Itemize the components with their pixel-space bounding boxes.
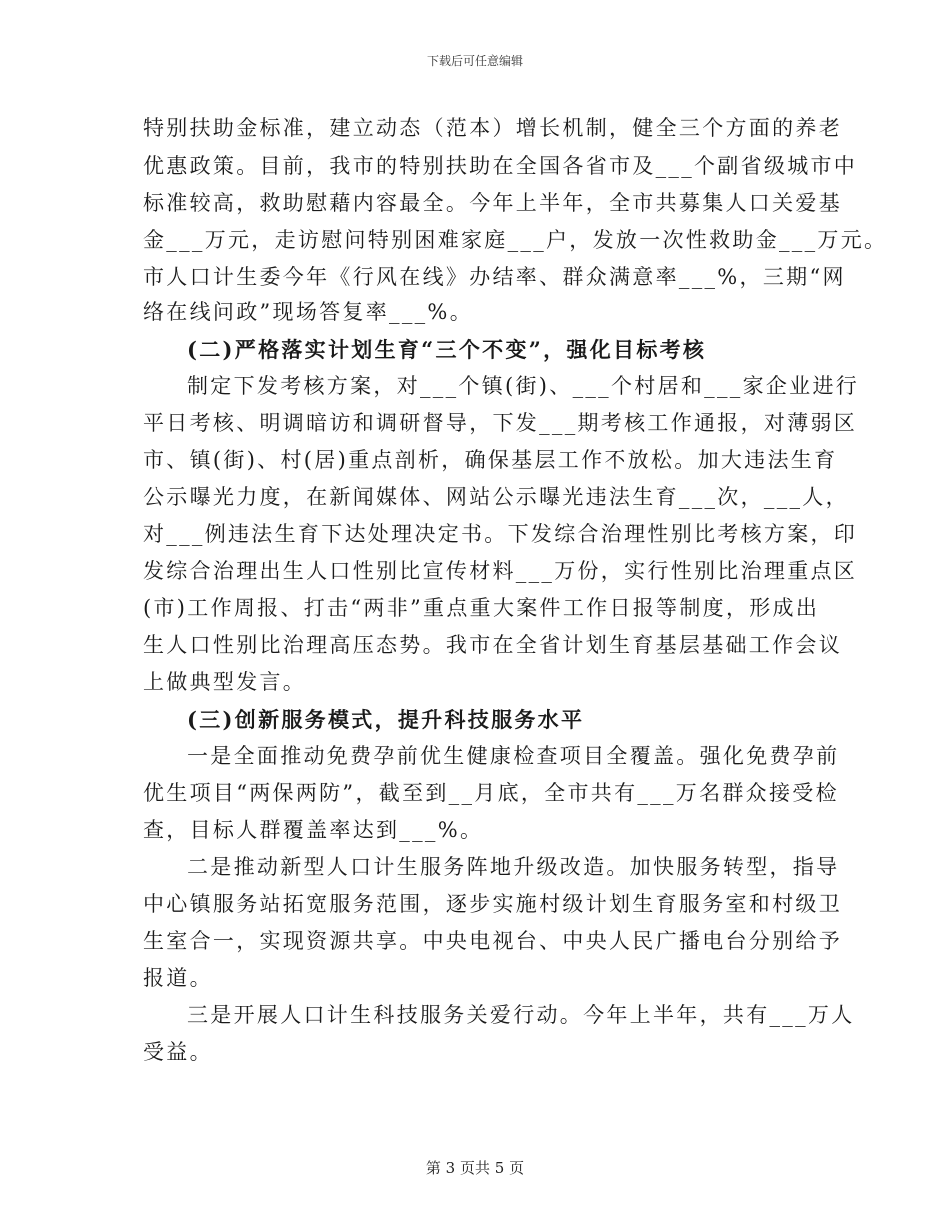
- body-line: 市人口计生委今年《行风在线》办结率、群众满意率___%，三期“网: [143, 265, 846, 289]
- body-line: 一是全面推动免费孕前优生健康检查项目全覆盖。强化免费孕前: [187, 744, 840, 768]
- body-line: 对___例违法生育下达处理决定书。下发综合治理性别比考核方案，印: [143, 522, 858, 546]
- body-line: 生室合一，实现资源共享。中央电视台、中央人民广播电台分别给予: [143, 929, 842, 953]
- body-line: 制定下发考核方案，对___个镇(街)、___个村居和___家企业进行: [187, 374, 860, 398]
- body-line: 上做典型发言。: [143, 670, 307, 694]
- section-heading: (二)严格落实计划生育“三个不变”，强化目标考核: [187, 337, 707, 362]
- body-line: 二是推动新型人口计生服务阵地升级改造。加快服务转型，指导: [187, 855, 840, 879]
- body-line: 三是开展人口计生科技服务关爱行动。今年上半年，共有___万人: [187, 1003, 855, 1027]
- section-heading: (三)创新服务模式，提升科技服务水平: [187, 707, 585, 732]
- body-line: 优惠政策。目前，我市的特别扶助在全国各省市及___个副省级城市中: [143, 154, 858, 178]
- page-header: 下载后可任意编辑: [426, 54, 523, 68]
- body-line: 报道。: [143, 966, 213, 990]
- body-line: 生人口性别比治理高压态势。我市在全省计划生育基层基础工作会议: [143, 633, 842, 657]
- page-number: 第 3 页共 5 页: [425, 1159, 525, 1177]
- body-line: 特别扶助金标准，建立动态（范本）增长机制，健全三个方面的养老: [143, 116, 842, 140]
- body-line: 受益。: [143, 1040, 213, 1064]
- body-line: 公示曝光力度，在新闻媒体、网站公示曝光违法生育___次，___人，: [143, 485, 849, 509]
- body-line: 优生项目“两保两防”，截至到__月底，全市共有___万名群众接受检: [143, 781, 839, 805]
- body-line: 金___万元，走访慰问特别困难家庭___户，发放一次性救助金___万元。: [143, 228, 888, 252]
- body-line: (市)工作周报、打击“两非”重点重大案件工作日报等制度，形成出: [143, 596, 820, 620]
- body-line: 络在线问政”现场答复率___%。: [143, 300, 473, 324]
- body-line: 平日考核、明调暗访和调研督导，下发___期考核工作通报，对薄弱区: [143, 411, 858, 435]
- body-line: 市、镇(街)、村(居)重点剖析，确保基层工作不放松。加大违法生育: [143, 448, 838, 472]
- body-line: 标准较高，救助慰藉内容最全。今年上半年，全市共募集人口关爱基: [143, 191, 842, 215]
- body-line: 查，目标人群覆盖率达到___%。: [143, 818, 484, 842]
- body-line: 中心镇服务站拓宽服务范围，逐步实施村级计划生育服务室和村级卫: [143, 892, 842, 916]
- body-line: 发综合治理出生人口性别比宣传材料___万份，实行性别比治理重点区: [143, 559, 858, 583]
